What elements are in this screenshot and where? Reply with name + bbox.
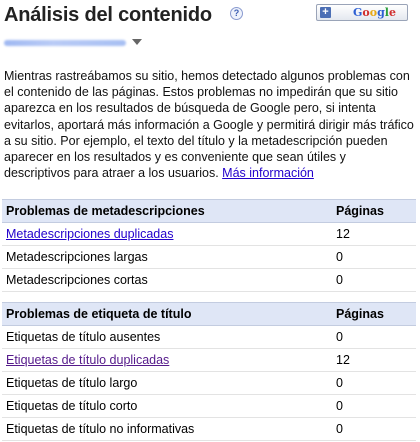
column-header-problems: Problemas de etiqueta de título bbox=[2, 303, 332, 326]
row-label: Etiquetas de título no informativas bbox=[2, 418, 332, 441]
pages-count: 0 bbox=[332, 246, 416, 269]
column-header-pages: Páginas bbox=[332, 200, 416, 223]
pages-count: 0 bbox=[332, 269, 416, 292]
plus-icon: + bbox=[320, 7, 331, 18]
table-header-row bbox=[2, 200, 416, 223]
duplicate-meta-descriptions-link[interactable]: Metadescripciones duplicadas bbox=[6, 227, 174, 241]
table-row bbox=[2, 326, 416, 349]
pages-count: 0 bbox=[332, 418, 416, 441]
row-label: Etiquetas de título largo bbox=[2, 372, 332, 395]
add-to-google-button[interactable] bbox=[316, 4, 408, 21]
table-row bbox=[2, 395, 416, 418]
page-title: Análisis del contenido bbox=[4, 4, 212, 26]
pages-count: 12 bbox=[332, 349, 416, 372]
site-name-redacted bbox=[4, 40, 126, 46]
intro-text bbox=[4, 68, 414, 181]
pages-count: 12 bbox=[332, 223, 416, 246]
duplicate-title-tags-link[interactable]: Etiquetas de título duplicadas bbox=[6, 353, 170, 367]
row-label: Etiquetas de título corto bbox=[2, 395, 332, 418]
title-tag-table bbox=[2, 302, 416, 441]
intro-paragraph: Mientras rastreábamos su sitio, hemos detectado algunos problemas con el contenido de las páginas. Estos problemas no impedirán que su sitio aparezca en los resultados de búsqueda de Google pero, si intenta evitarlos, aportará más información a Google y permitirá dirigir más tráfico a su sitio. Por ejemplo, el texto del título y la metadescripción pueden aparecer en los resultados y es conveniente que sean útiles y descriptivos para atraer a los usuarios. bbox=[4, 69, 414, 181]
row-label: Etiquetas de título ausentes bbox=[2, 326, 332, 349]
more-info-link[interactable]: Más información bbox=[222, 166, 314, 181]
chevron-down-icon[interactable] bbox=[132, 39, 142, 45]
site-selector[interactable] bbox=[4, 36, 144, 50]
table-header-row bbox=[2, 303, 416, 326]
row-label: Metadescripciones largas bbox=[2, 246, 332, 269]
meta-description-table bbox=[2, 199, 416, 292]
help-icon[interactable]: ? bbox=[230, 7, 243, 20]
table-row bbox=[2, 269, 416, 292]
pages-count: 0 bbox=[332, 326, 416, 349]
pages-count: 0 bbox=[332, 395, 416, 418]
google-logo: Google bbox=[353, 6, 396, 19]
column-header-problems: Problemas de metadescripciones bbox=[2, 200, 332, 223]
table-row bbox=[2, 372, 416, 395]
table-row bbox=[2, 246, 416, 269]
table-row bbox=[2, 349, 416, 372]
pages-count: 0 bbox=[332, 372, 416, 395]
table-row bbox=[2, 418, 416, 441]
table-row bbox=[2, 223, 416, 246]
row-label: Metadescripciones cortas bbox=[2, 269, 332, 292]
column-header-pages: Páginas bbox=[332, 303, 416, 326]
header bbox=[4, 4, 416, 32]
